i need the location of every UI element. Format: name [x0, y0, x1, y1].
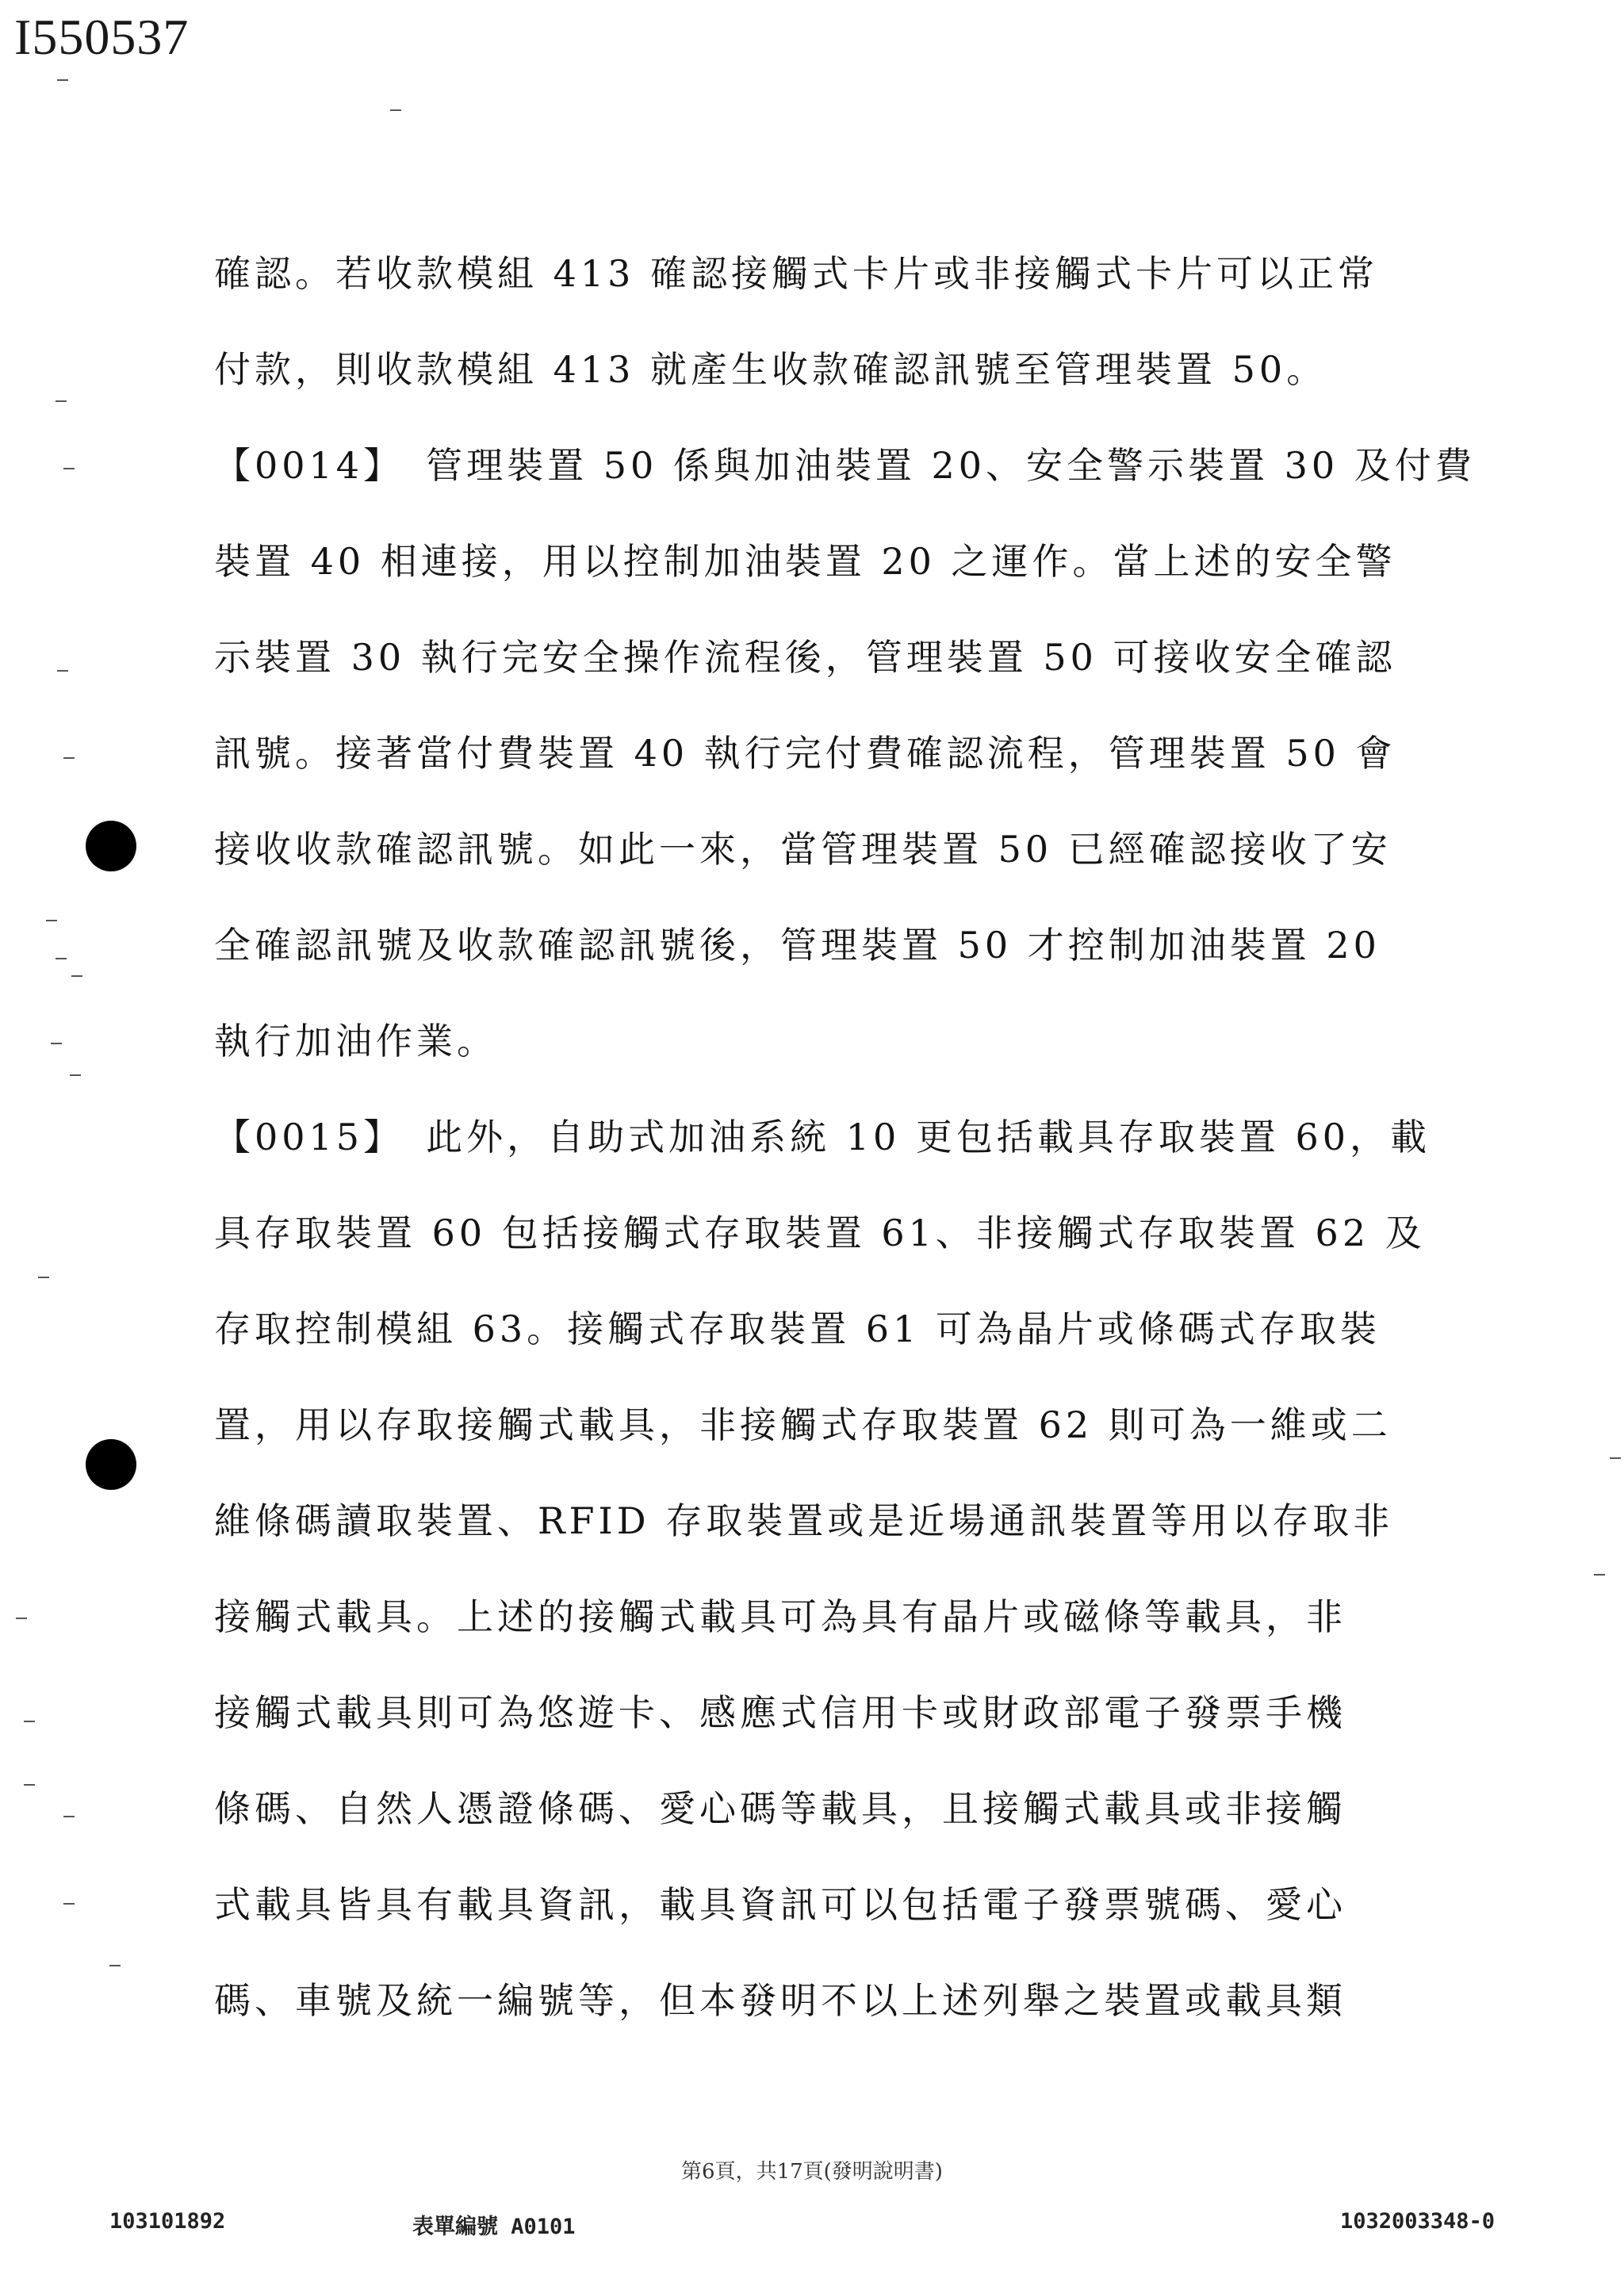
text-line: 維條碼讀取裝置、RFID 存取裝置或是近場通訊裝置等用以存取非	[214, 1499, 1394, 1542]
scan-speck	[390, 109, 401, 111]
text-line: 接收收款確認訊號。如此一來，當管理裝置 50 已經確認接收了安	[214, 828, 1392, 871]
scan-speck	[63, 757, 75, 759]
text-line: 碼、車號及統一編號等，但本發明不以上述列舉之裝置或載具類	[214, 1979, 1346, 2022]
scan-speck	[24, 1721, 35, 1722]
scan-speck	[46, 920, 57, 921]
scan-speck	[51, 1043, 62, 1044]
text-line: 訊號。接著當付費裝置 40 執行完付費確認流程，管理裝置 50 會	[214, 732, 1396, 775]
text-line: 裝置 40 相連接，用以控制加油裝置 20 之運作。當上述的安全警	[214, 540, 1396, 583]
document-code-right: 1032003348-0	[1340, 2209, 1496, 2234]
text-line: 示裝置 30 執行完安全操作流程後，管理裝置 50 可接收安全確認	[214, 636, 1396, 679]
scan-speck	[70, 1074, 81, 1076]
scan-speck	[109, 1965, 121, 1966]
scan-speck	[1594, 1574, 1605, 1576]
punch-hole-top	[86, 821, 136, 871]
text-line: 置，用以存取接觸式載具，非接觸式存取裝置 62 則可為一維或二	[214, 1403, 1392, 1446]
scan-speck	[1610, 1457, 1621, 1459]
form-number: 表單編號 A0101	[412, 2215, 576, 2239]
text-line: 全確認訊號及收款確認訊號後，管理裝置 50 才控制加油裝置 20	[214, 924, 1381, 967]
text-line: 接觸式載具。上述的接觸式載具可為具有晶片或磁條等載具，非	[214, 1595, 1346, 1638]
scan-speck	[56, 958, 67, 959]
scan-speck	[71, 975, 82, 977]
scan-speck	[57, 670, 68, 672]
scan-speck	[63, 1816, 75, 1817]
paragraph-0014-first-line: 【0014】 管理裝置 50 係與加油裝置 20、安全警示裝置 30 及付費	[214, 444, 1476, 487]
document-code-left: 103101892	[109, 2209, 226, 2234]
scan-speck	[63, 468, 75, 469]
scan-speck	[24, 1784, 35, 1786]
scan-speck	[63, 1903, 75, 1905]
text-line: 存取控制模組 63。接觸式存取裝置 61 可為晶片或條碼式存取裝	[214, 1308, 1381, 1350]
punch-hole-bottom	[86, 1439, 136, 1490]
scan-speck	[38, 1277, 49, 1278]
text-line: 接觸式載具則可為悠遊卡、感應式信用卡或財政部電子發票手機	[214, 1691, 1346, 1734]
text-line: 式載具皆具有載具資訊，載具資訊可以包括電子發票號碼、愛心	[214, 1883, 1346, 1926]
scan-speck	[16, 1618, 27, 1619]
page-info: 第6頁，共17頁(發明說明書)	[681, 2160, 943, 2184]
scan-speck	[57, 79, 68, 81]
text-line: 確認。若收款模組 413 確認接觸式卡片或非接觸式卡片可以正常	[214, 252, 1379, 295]
paragraph-0015-first-line: 【0015】 此外，自助式加油系統 10 更包括載具存取裝置 60，載	[214, 1116, 1431, 1158]
text-line: 執行加油作業。	[214, 1020, 497, 1063]
text-line: 付款，則收款模組 413 就產生收款確認訊號至管理裝置 50。	[214, 348, 1327, 391]
patent-number: I550537	[14, 9, 190, 65]
text-line: 條碼、自然人憑證條碼、愛心碼等載具，且接觸式載具或非接觸	[214, 1787, 1346, 1830]
text-line: 具存取裝置 60 包括接觸式存取裝置 61、非接觸式存取裝置 62 及	[214, 1212, 1426, 1254]
scan-speck	[56, 400, 67, 402]
